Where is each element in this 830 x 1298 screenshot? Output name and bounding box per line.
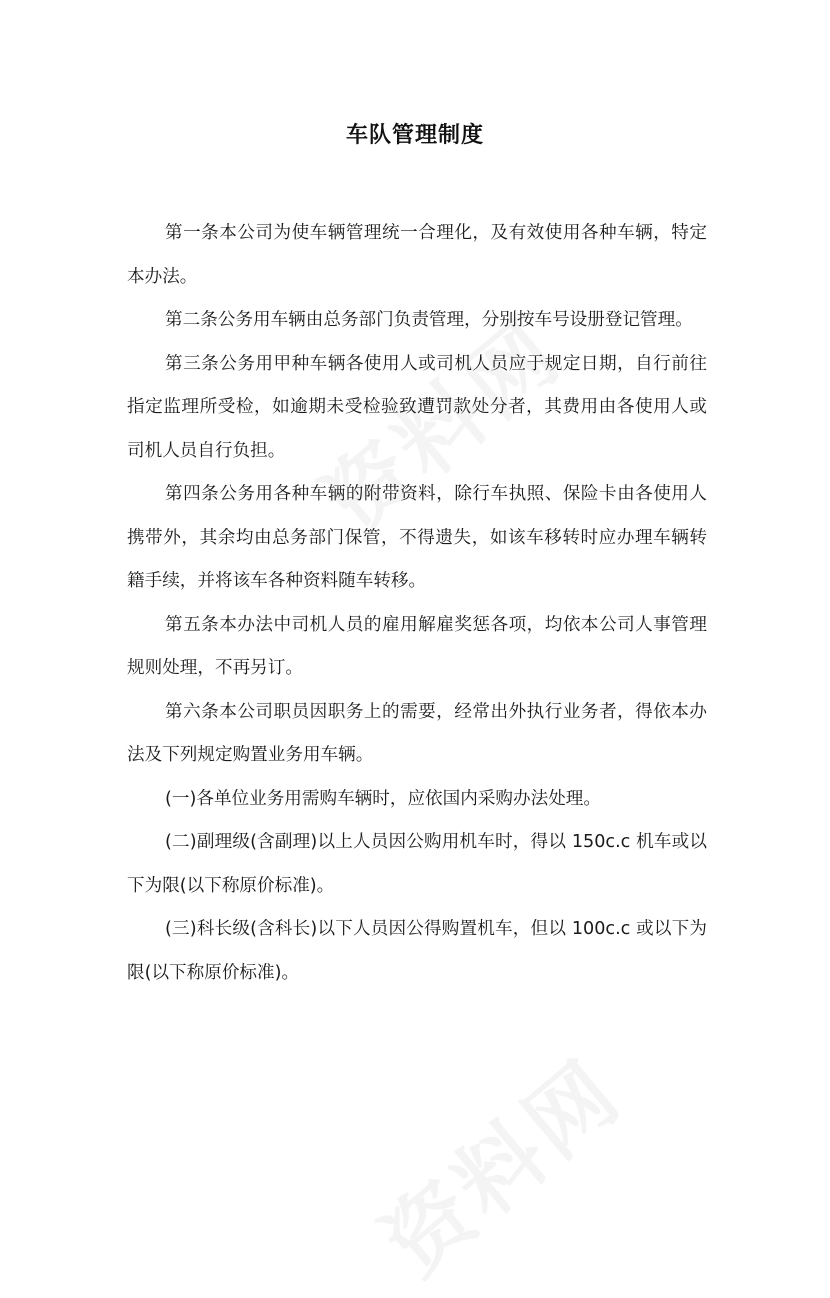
document-title: 车队管理制度 <box>345 123 484 148</box>
document-body <box>127 212 707 995</box>
article-2-paragraph: 第二条公务用车辆由总务部门负责管理，分别按车号设册登记管理。 <box>165 310 693 330</box>
article-1-paragraph: 第一条本公司为使车辆管理统一合理化，及有效使用各种车辆，特定本办法。 <box>127 223 707 287</box>
article-5-paragraph: 第五条本办法中司机人员的雇用解雇奖惩各项，均依本公司人事管理规则处理，不再另订。 <box>127 614 707 678</box>
article-3-paragraph: 第三条公务用甲种车辆各使用人或司机人员应于规定日期，自行前往指定监理所受检，如逾期未受检验致遭罚款处分者，其费用由各使用人或司机人员自行负担。 <box>127 353 707 461</box>
clause-3-paragraph: (三)科长级(含科长)以下人员因公得购置机车，但以 100c.c 或以下为限(以下称原价标准)。 <box>127 919 707 983</box>
clause-1-paragraph: (一)各单位业务用需购车辆时，应依国内采购办法处理。 <box>165 788 601 809</box>
article-6-paragraph: 第六条本公司职员因职务上的需要，经常出外执行业务者，得依本办法及下列规定购置业务用车辆。 <box>127 701 707 765</box>
article-4-paragraph: 第四条公务用各种车辆的附带资料，除行车执照、保险卡由各使用人携带外，其余均由总务部门保管，不得遗失，如该车移转时应办理车辆转籍手续，并将该车各种资料随车转移。 <box>127 484 707 591</box>
clause-2-paragraph: (二)副理级(含副理)以上人员因公购用机车时，得以 150c.c 机车或以下为限(以下称原价标准)。 <box>127 832 707 896</box>
